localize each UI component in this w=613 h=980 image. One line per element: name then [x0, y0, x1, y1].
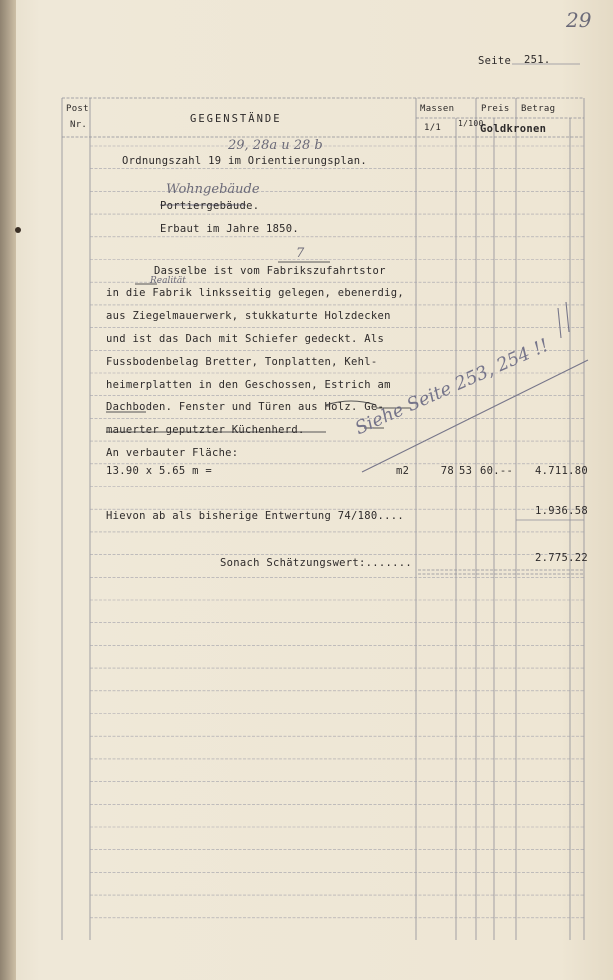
depreciation-label: Hievon ab als bisherige Entwertung 74/180.... — [106, 510, 404, 522]
massen-whole: 78 — [440, 465, 454, 477]
header-gegenstaende: GEGENSTÄNDE — [190, 113, 282, 125]
page-label: Seite — [478, 55, 512, 67]
corner-number: 29 — [566, 8, 592, 32]
building-handwritten-note: Wohngebäude — [166, 182, 260, 197]
header-currency: Goldkronen — [480, 123, 547, 135]
header-preis: Preis — [481, 104, 510, 114]
ordnungszahl-line: Ordnungszahl 19 im Orientierungsplan. — [122, 155, 367, 167]
area-label: An verbauter Fläche: — [106, 447, 239, 459]
header-massen: Massen — [420, 104, 455, 114]
built-year: Erbaut im Jahre 1850. — [160, 223, 300, 235]
description-line-7: Dachboden. Fenster und Türen aus Holz. Ge- — [106, 401, 385, 413]
header-massen-frac: 1/100 — [458, 119, 484, 128]
estimate-amount: 2.775.22 — [535, 552, 588, 564]
description-line-4: und ist das Dach mit Schiefer gedeckt. Als — [106, 333, 385, 345]
header-massen-whole: 1/1 — [424, 123, 442, 133]
description-line-6: heimerplatten in den Geschossen, Estrich am — [106, 379, 391, 391]
ordnungszahl-handwritten-note: 29, 28a u 28 b — [228, 138, 323, 153]
building-type: Portiergebäude. — [160, 200, 260, 212]
header-nr: Nr. — [70, 120, 88, 130]
handwritten-seven: 7 — [296, 246, 305, 261]
page-number: 251. — [524, 54, 551, 66]
description-line-5: Fussbodenbelag Bretter, Tonplatten, Kehl- — [106, 356, 378, 368]
header-betrag: Betrag — [521, 104, 556, 114]
description-line-2: in die Fabrik linksseitig gelegen, ebenerdig, — [106, 287, 404, 299]
handwritten-realitaet: Realität — [150, 276, 186, 286]
description-line-8: mauerter geputzter Küchenherd. — [106, 424, 305, 436]
diagonal-pencil-note: Siehe Seite 253, 254 !! — [352, 334, 552, 440]
area-unit: m2 — [396, 465, 410, 477]
area-calculation: 13.90 x 5.65 m = — [106, 465, 212, 477]
description-line-1: Dasselbe ist vom Fabrikszufahrtstor — [154, 265, 386, 277]
estimate-label: Sonach Schätzungswert:....... — [220, 557, 413, 569]
massen-fraction: 53 — [459, 465, 473, 477]
depreciation-amount: 1.936.58 — [535, 505, 588, 517]
description-line-3: aus Ziegelmauerwerk, stukkaturte Holzdecken — [106, 310, 391, 322]
header-post: Post — [66, 104, 89, 114]
unit-price: 60.-- — [480, 465, 514, 477]
line-amount: 4.711.80 — [535, 465, 588, 477]
